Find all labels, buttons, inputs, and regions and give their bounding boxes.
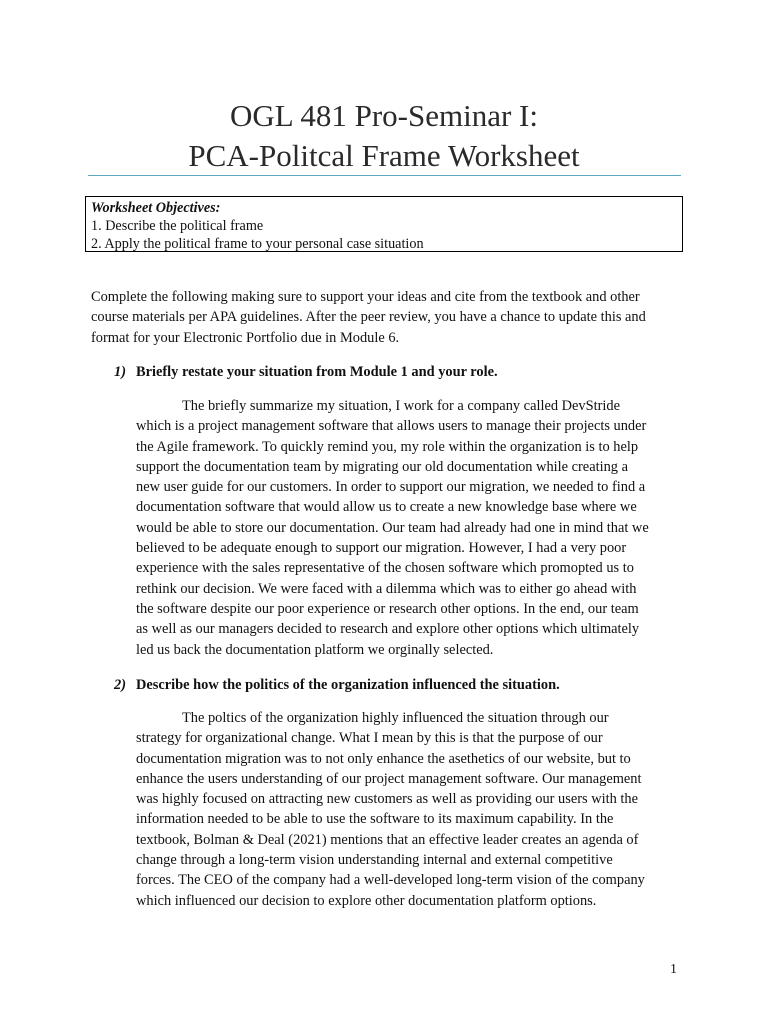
intro-line: course materials per APA guidelines. After the peer review, you have a chance to update this and: [91, 309, 646, 326]
answer-line: the software despite our poor experience or research other options. In the end, our team: [136, 600, 639, 617]
objectives-box: [85, 196, 683, 252]
answer-line: enhance the users understanding of our project management software. Our management: [136, 770, 642, 787]
answer-line: the Agile framework. To quickly remind you, my role within the organization is to help: [136, 438, 639, 455]
answer-line: strategy for organizational change. What I mean by this is that the purpose of our: [136, 730, 603, 747]
answer-1: [136, 396, 696, 660]
answer-line: change through a long-term vision understanding internal and external competitive: [136, 852, 613, 869]
question-2-text: Describe how the politics of the organization influenced the situation.: [136, 677, 560, 693]
title-line-1: OGL 481 Pro-Seminar I:: [230, 98, 538, 133]
answer-line: The poltics of the organization highly influenced the situation through our: [182, 710, 609, 726]
answer-line: experience with the sales representative of the chosen software which promopted us to: [136, 560, 634, 577]
answer-line: would be able to store our documentation. Our team had already had one in mind that we: [136, 519, 649, 536]
answer-2: [136, 708, 696, 911]
answer-line: was highly focused on attracting new customers as well as providing our users with the: [136, 791, 638, 808]
title-line-2: PCA-Politcal Frame Worksheet: [188, 138, 580, 173]
answer-line: which influenced our decision to explore other documentation platform options.: [136, 892, 597, 909]
objective-item-1: 1. Describe the political frame: [91, 218, 264, 234]
page-number: 1: [670, 962, 677, 977]
intro-line: Complete the following making sure to support your ideas and cite from the textbook and other: [91, 289, 640, 305]
answer-line: information needed to be able to use the software to its maximum capability. In the: [136, 811, 614, 828]
question-2-number: 2): [114, 677, 126, 693]
answer-line: forces. The CEO of the company had a well-developed long-term vision of the company: [136, 872, 645, 889]
intro-paragraph: [91, 287, 691, 348]
question-1-number: 1): [114, 364, 126, 380]
answer-line: support the documentation team by migrating our old documentation while creating a: [136, 458, 628, 475]
answer-line: as well as our managers decided to research and explore other options which ultimately: [136, 621, 640, 638]
objectives-heading: Worksheet Objectives:: [91, 200, 221, 216]
answer-line: textbook, Bolman & Deal (2021) mentions that an effective leader creates an agenda of: [136, 831, 639, 848]
question-1-text: Briefly restate your situation from Module 1 and your role.: [136, 364, 498, 380]
question-1: [114, 362, 498, 382]
answer-line: led us back the documentation platform we orginally selected.: [136, 641, 494, 658]
answer-line: rethink our decision. We were faced with a dilemma which was to either go ahead with: [136, 580, 637, 597]
answer-line: documentation migration was to not only enhance the asethetics of our website, but to: [136, 750, 631, 767]
answer-line: documentation software that would allow us to create a new knowledge base where we: [136, 499, 637, 516]
answer-line: which is a project management software that allows users to manage their projects under: [136, 418, 647, 435]
objective-item-2: 2. Apply the political frame to your personal case situation: [91, 236, 424, 252]
title-divider: [88, 175, 681, 176]
answer-line: The briefly summarize my situation, I work for a company called DevStride: [182, 398, 620, 414]
document-title: [0, 96, 768, 176]
answer-line: new user guide for our customers. In order to support our migration, we needed to find a: [136, 479, 646, 496]
intro-line: format for your Electronic Portfolio due in Module 6.: [91, 329, 400, 346]
question-2: [114, 675, 560, 695]
answer-line: believed to be adequate enough to support our migration. However, I had a very poor: [136, 540, 627, 557]
